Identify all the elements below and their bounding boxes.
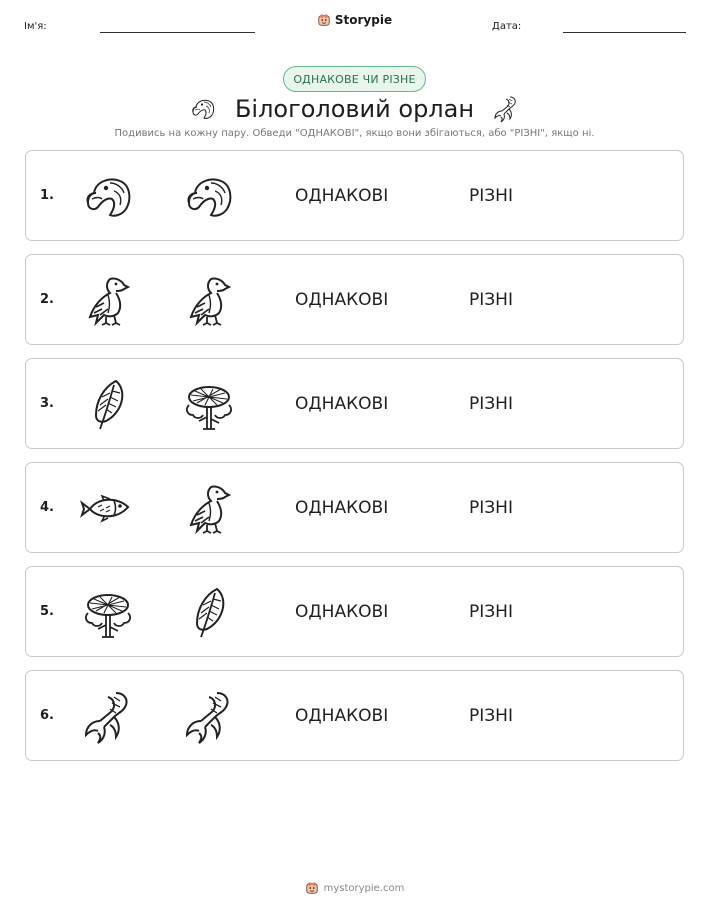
option-same[interactable]: ОДНАКОВІ — [295, 705, 389, 726]
exercise-row — [25, 566, 684, 657]
row-number: 4. — [40, 500, 54, 515]
exercise-row — [25, 670, 684, 761]
exercise-row — [25, 462, 684, 553]
footer-url: mystorypie.com — [323, 882, 405, 894]
eagle-head-icon — [181, 169, 237, 225]
talon-icon — [492, 95, 520, 123]
option-different[interactable]: РІЗНІ — [469, 393, 513, 414]
storypie-logo-icon — [305, 881, 319, 895]
name-label: Ім'я: — [24, 21, 47, 32]
row-number: 3. — [40, 396, 54, 411]
nest-tree-icon — [181, 377, 237, 433]
row-number: 5. — [40, 604, 54, 619]
perched-eagle-icon — [80, 273, 136, 329]
exercise-row — [25, 254, 684, 345]
feather-icon — [80, 377, 136, 433]
exercise-row — [25, 358, 684, 449]
option-different[interactable]: РІЗНІ — [469, 185, 513, 206]
row-number: 6. — [40, 708, 54, 723]
nest-tree-icon — [80, 585, 136, 641]
option-same[interactable]: ОДНАКОВІ — [295, 601, 389, 622]
footer — [0, 878, 709, 898]
storypie-logo-icon — [317, 13, 331, 27]
option-different[interactable]: РІЗНІ — [469, 289, 513, 310]
option-different[interactable]: РІЗНІ — [469, 705, 513, 726]
brand-name: Storypie — [334, 13, 393, 27]
feather-icon — [181, 585, 237, 641]
option-different[interactable]: РІЗНІ — [469, 497, 513, 518]
option-same[interactable]: ОДНАКОВІ — [295, 497, 389, 518]
talon-icon — [181, 689, 237, 745]
talon-icon — [80, 689, 136, 745]
eagle-head-icon — [189, 95, 217, 123]
row-number: 2. — [40, 292, 54, 307]
exercise-row — [25, 150, 684, 241]
page-title: Білоголовий орлан — [234, 95, 475, 123]
option-different[interactable]: РІЗНІ — [469, 601, 513, 622]
eagle-head-icon — [80, 169, 136, 225]
activity-badge: ОДНАКОВЕ ЧИ РІЗНЕ — [283, 66, 426, 92]
perched-eagle-icon — [181, 481, 237, 537]
option-same[interactable]: ОДНАКОВІ — [295, 185, 389, 206]
option-same[interactable]: ОДНАКОВІ — [295, 289, 389, 310]
option-same[interactable]: ОДНАКОВІ — [295, 393, 389, 414]
perched-eagle-icon — [181, 273, 237, 329]
row-number: 1. — [40, 188, 54, 203]
instructions: Подивись на кожну пару. Обведи "ОДНАКОВІ", якщо вони збігаються, або "РІЗНІ", якщо ні. — [114, 128, 595, 139]
date-label: Дата: — [492, 21, 522, 32]
fish-icon — [80, 481, 136, 537]
date-field[interactable] — [563, 32, 686, 33]
brand-logo — [0, 12, 709, 32]
title-row — [0, 90, 709, 128]
name-field[interactable] — [100, 32, 255, 33]
